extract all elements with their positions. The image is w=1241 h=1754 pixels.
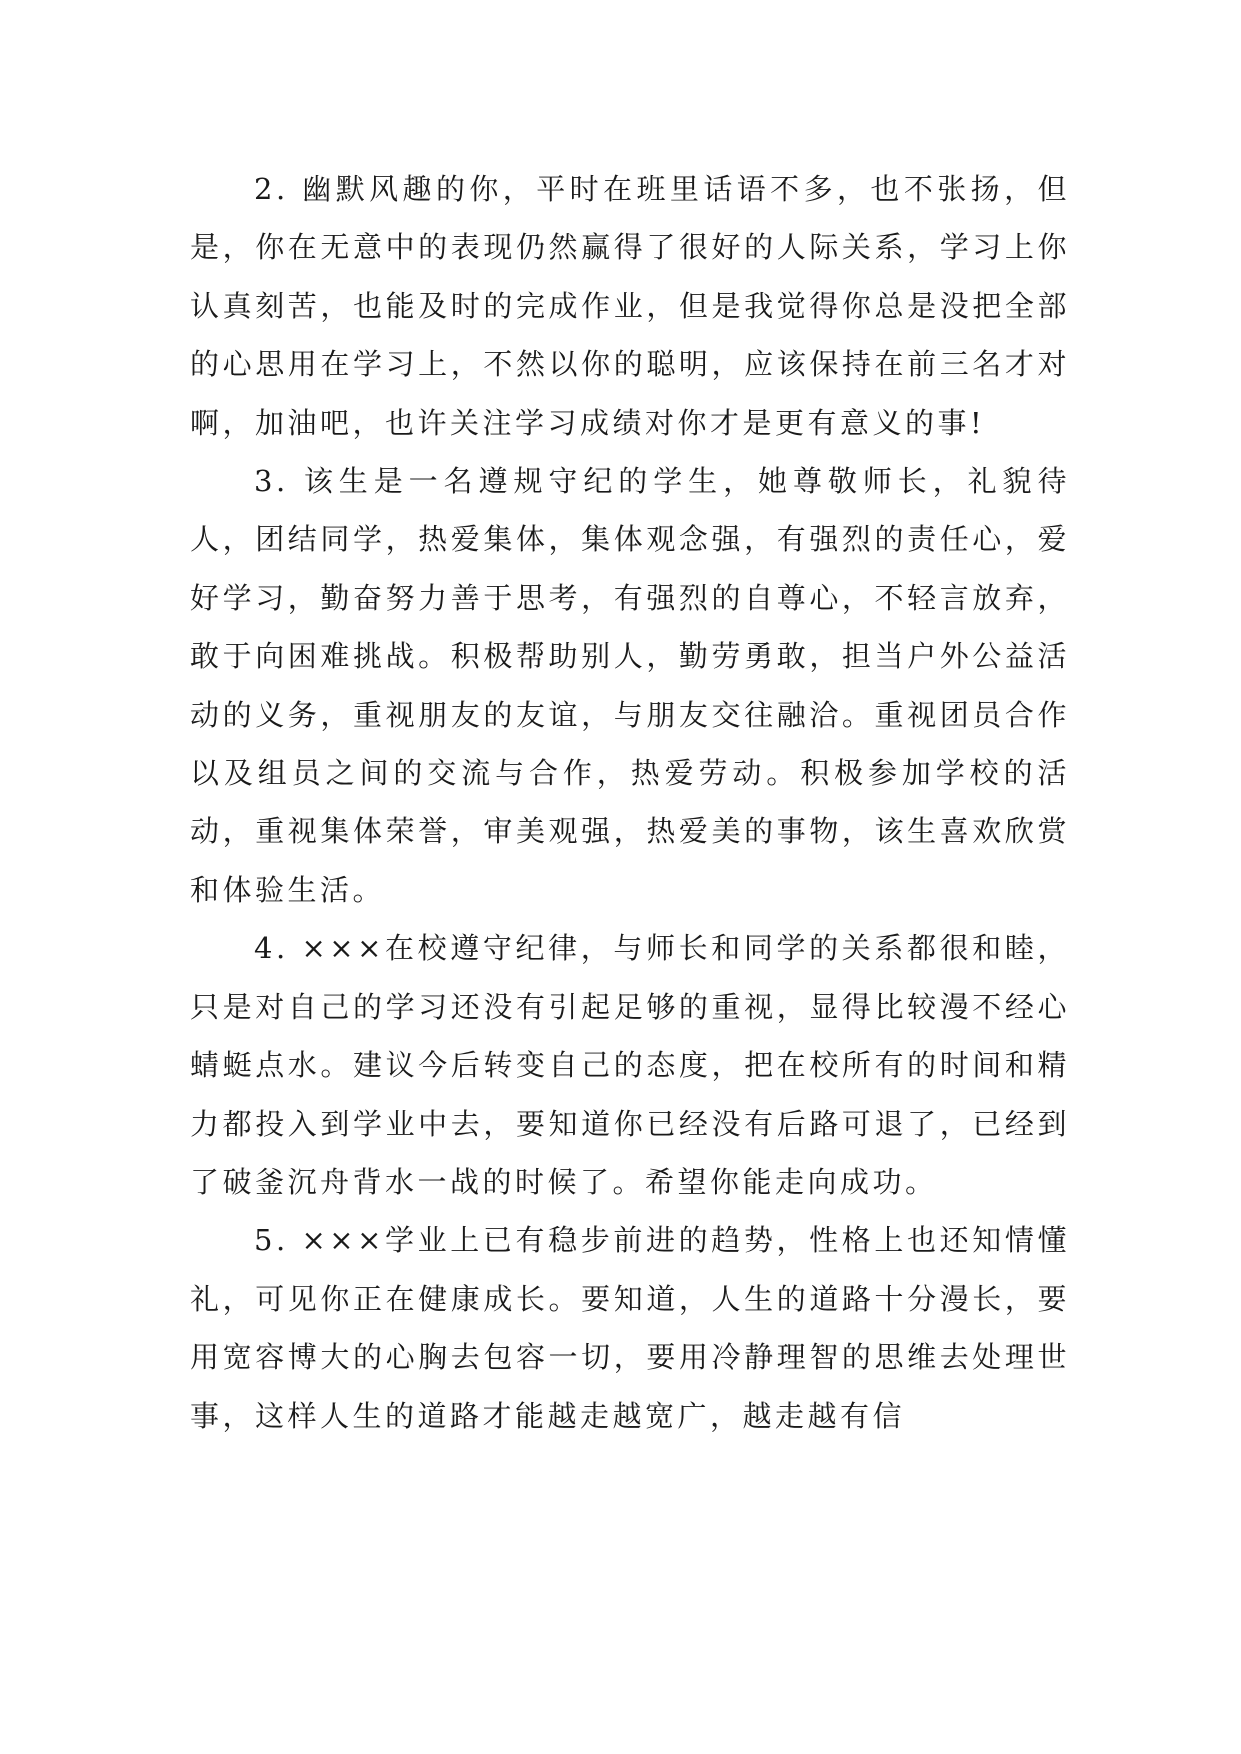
paragraph-2: 2. 幽默风趣的你，平时在班里话语不多，也不张扬，但是，你在无意中的表现仍然赢得了很好的人际关系，学习上你认真刻苦，也能及时的完成作业，但是我觉得你总是没把全部的心思用在学习上，不然以你的聪明，应该保持在前三名才对啊，加油吧，也许关注学习成绩对你才是更有意义的事!: [190, 172, 1070, 440]
paragraph-3: 3. 该生是一名遵规守纪的学生，她尊敬师长，礼貌待人，团结同学，热爱集体，集体观念强，有强烈的责任心，爱好学习，勤奋努力善于思考，有强烈的自尊心，不轻言放弃，敢于向困难挑战。积极帮助别人，勤劳勇敢，担当户外公益活动的义务，重视朋友的友谊，与朋友交往融洽。重视团员合作以及组员之间的交流与合作，热爱劳动。积极参加学校的活动，重视集体荣誉，审美观强，热爱美的事物，该生喜欢欣赏和体验生活。: [190, 464, 1070, 907]
paragraph-5: 5. ×××学业上已有稳步前进的趋势，性格上也还知情懂礼，可见你正在健康成长。要知道，人生的道路十分漫长，要用宽容博大的心胸去包容一切，要用冷静理智的思维去处理世事，这样人生的道路才能越走越宽广，越走越有信: [190, 1223, 1070, 1433]
paragraph-4: 4. ×××在校遵守纪律，与师长和同学的关系都很和睦，只是对自己的学习还没有引起足够的重视，显得比较漫不经心蜻蜓点水。建议今后转变自己的态度，把在校所有的时间和精力都投入到学业中去，要知道你已经没有后路可退了，已经到了破釜沉舟背水一战的时候了。希望你能走向成功。: [190, 931, 1070, 1199]
document-body: [190, 160, 1070, 1445]
